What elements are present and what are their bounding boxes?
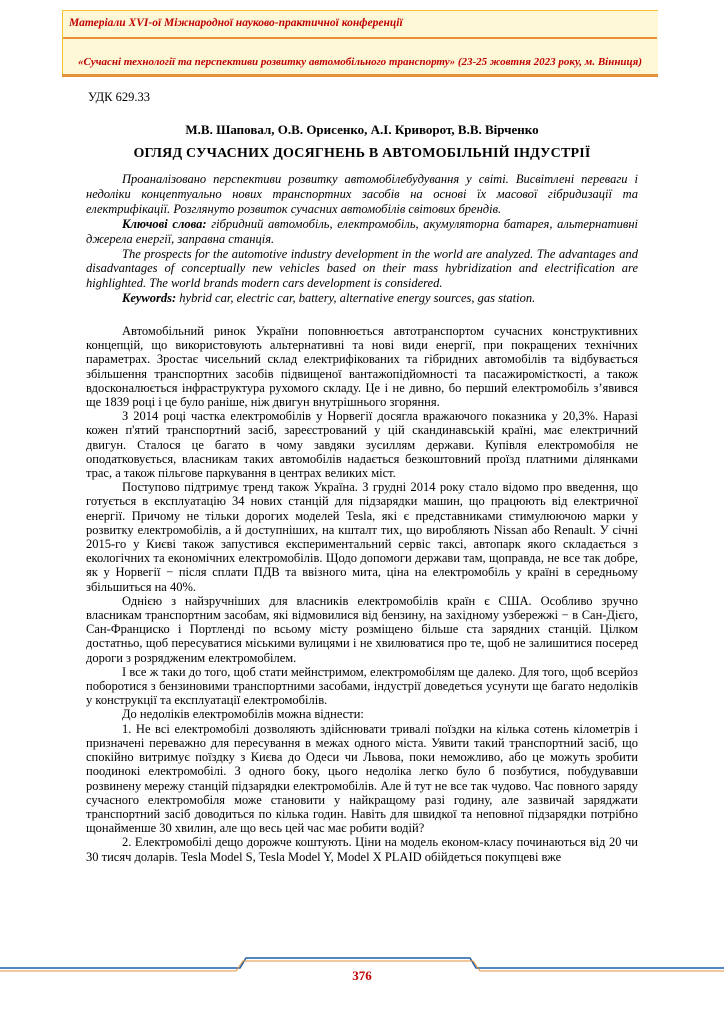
keywords-en-text: hybrid car, electric car, battery, alternative energy sources, gas station. <box>176 291 536 306</box>
paragraph: Однією з найзручніших для власників електромобілів країн є США. Особливо зручно власникам транспортним засобам, які відмовилися від бензину, на західному узбережжі − в Сан-Дієго, Сан-Франциско і Портленді по всьому місту розміщено більше ста зарядних станцій. Цілком достатньо, щоб пересуватися міськими вулицями і не хвилюватися про те, щоб не залишитися посеред дороги з розрядженим електромобілем. <box>86 593 638 665</box>
abstract-ua: Проаналізовано перспективи розвитку автомобілебудування у світі. Висвітлені переваги і недоліки концептуально нових транспортних засобів на основі їх масової гібридизації та електрифікації. Розглянуто розвиток сучасних автомобілів світових брендів. <box>86 172 638 216</box>
paragraph: 1. Не всі електромобілі дозволяють здійснювати тривалі поїздки на кілька сотень кілометрів і призначені переважно для пересування в межах одного міста. Уявити такий транспортний засіб, що спокійно витримує поїздку з Києва до Одеси чи Львова, поки неможливо, або це можуть зробити поодинокі електромобілі. З одного боку, цього недоліка легко було б позбутися, побудувавши розвинену мережу станцій підзарядки електромобілів. Але й тут не все так чудово. Час повного заряду сучасного електромобіля може становити у найкращому разі годину, але зазвичай заряджати транспортний засіб доводиться по кілька годин. Навіть для швидкої та неповної підзарядки потрібно щонайменше 30 хвилин, але що весь цей час має робити водій? <box>86 721 638 836</box>
page-number: 376 <box>352 968 372 983</box>
keywords-en <box>86 291 638 306</box>
paragraph: З 2014 році частка електромобілів у Норвегії досягла вражаючого показника у 20,3%. Наразі кожен п'ятий транспортний засіб, зареєстрований у цій скандинавській країні, має електричний двигун. Сталося це багато в чому завдяки зусиллям держави. Купівля електромобіля не оподатковується, власникам таких автомобілів надається безкоштовний проїзд платними ділянками трас, а також пільгове паркування в центрах великих міст. <box>86 409 638 481</box>
keywords-ua-text: гібридний автомобіль, електромобіль, акумуляторна батарея, альтернативні джерела енергії, заправна станція. <box>86 216 638 246</box>
header-bottom-rule <box>62 74 658 77</box>
authors: М.В. Шаповал, О.В. Орисенко, А.І. Криворот, В.В. Вірченко <box>185 122 539 137</box>
abstract-en: The prospects for the automotive industry development in the world are analyzed. The advantages and disadvantages of conceptually new vehicles based on their mass hybridization and electrification are highlighted. The world brands modern cars development is considered. <box>86 246 638 291</box>
paragraph: До недоліків електромобілів можна віднести: <box>122 707 364 722</box>
paper-title: ОГЛЯД СУЧАСНИХ ДОСЯГНЕНЬ В АВТОМОБІЛЬНІЙ ІНДУСТРІЇ <box>133 146 591 161</box>
paragraph: Автомобільний ринок України поповнюється автотранспортом сучасних конструктивних концепцій, що використовують альтернативні та нові види енергії, при покращених технічних параметрах. Зростає чисельний склад електрифікованих та гібридних автомобілів та відбувається збільшення транспортних засобів підвищеної вантажопідйомності та пасажиромісткості, а також вдосконалюється інфраструктура рухомого складу. Це і не дивно, бо перший електромобіль з’явився ще 1839 році і це було раніше, ніж двигун внутрішнього згоряння. <box>86 324 638 410</box>
keywords-ua <box>86 217 638 247</box>
header-conference-name: «Сучасні технології та перспективи розвитку автомобільного транспорту» (23-25 жовтня 2023 року, м. Вінниця) <box>77 56 642 68</box>
header-proceedings-title: Матеріали XVI-ої Міжнародної науково-практичної конференції <box>69 17 403 29</box>
body-text <box>86 324 638 864</box>
paragraph: Поступово підтримує тренд також Україна. З грудні 2014 року стало відомо про введення, що готується в експлуатацію 34 нових станцій для підзарядки машин, що працюють від електричної енергії. Причому не тільки дорогих моделей Tesla, які є представниками стимулюючою марки у розвитку електромобілів, а й доступніших, на кшталт тих, що виробляють Nissan або Renault. У січні 2015-го у Києві також запустився експериментальний сервіс таксі, автопарк якого складається з екологічних та економічних електромобілів. Щодо допомоги держави там, щоправда, не все так добре, як у Норвегії − після сплати ПДВ та ввізного мита, ціна на електромобіль у країні в середньому збільшиться на 40%. <box>86 480 638 594</box>
keywords-en-label: Keywords: <box>122 291 177 306</box>
paragraph: 2. Електромобілі дещо дорожче коштують. Ціни на модель економ-класу починаються від 20 чи 30 тисяч доларів. Tesla Model S, Tesla Model Y, Model X PLAID обійдеться покупцеві вже <box>86 835 638 864</box>
conference-header <box>62 10 658 74</box>
udk-code: УДК 629.33 <box>88 90 150 104</box>
keywords-ua-label: Ключові слова: <box>122 216 207 231</box>
paragraph: І все ж таки до того, щоб стати мейнстримом, електромобілям ще далеко. Для того, щоб всерйоз поборотися з бензиновими транспортними засобами, індустрії доведеться усунути ще багато недоліків у конструкції та експлуатації електромобілів. <box>86 664 638 708</box>
abstract-block <box>86 172 638 306</box>
header-divider <box>63 37 657 39</box>
